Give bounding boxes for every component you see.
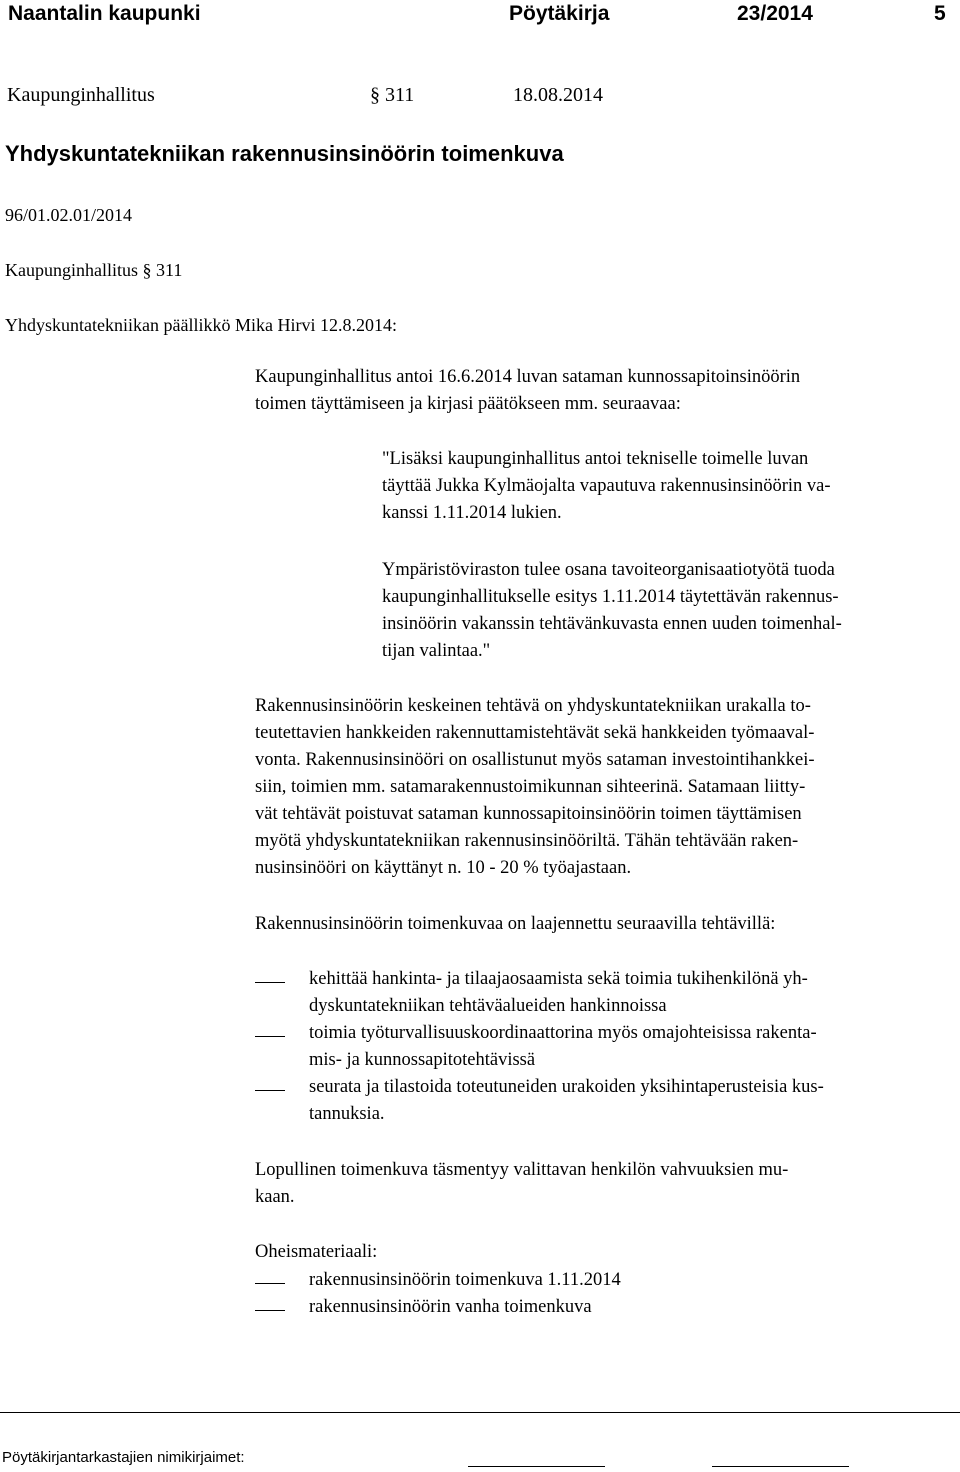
paragraph-line: nusinsinööri on käyttänyt n. 10 - 20 % työajastaan. [255,858,632,878]
list-dash [255,1283,285,1284]
document-number: 23/2014 [737,2,813,25]
signature-line [468,1466,605,1467]
task-line: mis- ja kunnossapitotehtävissä [309,1050,536,1070]
task-line: kehittää hankinta- ja tilaajaosaamista sekä toimia tukihenkilönä yh- [309,969,808,989]
case-number: 96/01.02.01/2014 [5,205,133,225]
attachments-label: Oheismateriaali: [255,1242,378,1262]
city-name: Naantalin kaupunki [8,2,201,25]
closing-line: Lopullinen toimenkuva täsmentyy valittavan henkilön vahvuuksien mu- [255,1160,789,1180]
paragraph-line: siin, toimien mm. satamarakennustoimikunnan sihteerinä. Satamaan liitty- [255,777,806,797]
closing-line: kaan. [255,1187,295,1207]
quote-line: Ympäristöviraston tulee osana tavoiteorganisaatiotyötä tuoda [382,560,835,580]
meeting-section: § 311 [370,84,415,106]
signature-label: Pöytäkirjantarkastajien nimikirjaimet: [2,1449,245,1466]
quote-line: tijan valintaa." [382,641,491,661]
task-line: dyskuntatekniikan tehtäväalueiden hankinnoissa [309,996,667,1016]
quote-line: kanssi 1.11.2014 lukien. [382,503,562,523]
paragraph-line: vät tehtävät poistuvat sataman kunnossapitoinsinöörin toimen täyttämisen [255,804,802,824]
intro-line: toimen täyttämiseen ja kirjasi päätökseen mm. seuraavaa: [255,394,681,414]
paragraph-line: vonta. Rakennusinsinööri on osallistunut myös sataman investointihankkei- [255,750,815,770]
document-type: Pöytäkirja [509,2,610,25]
expansion-intro: Rakennusinsinöörin toimenkuvaa on laajennettu seuraavilla tehtävillä: [255,914,776,934]
list-dash [255,1310,285,1311]
task-line: seurata ja tilastoida toteutuneiden urakoiden yksihintaperusteisia kus- [309,1077,824,1097]
quote-line: "Lisäksi kaupunginhallitus antoi tekniselle toimelle luvan [382,449,809,469]
record-body-section: Kaupunginhallitus § 311 [5,260,183,280]
page-number: 5 [934,2,946,25]
presenter-line: Yhdyskuntatekniikan päällikkö Mika Hirvi 12.8.2014: [5,315,397,335]
list-dash [255,1090,285,1091]
paragraph-line: Rakennusinsinöörin keskeinen tehtävä on yhdyskuntatekniikan urakalla to- [255,696,811,716]
attachment-item: rakennusinsinöörin toimenkuva 1.11.2014 [309,1270,621,1290]
paragraph-line: myötä yhdyskuntatekniikan rakennusinsinööriltä. Tähän tehtävään raken- [255,831,799,851]
quote-line: insinöörin vakanssin tehtävänkuvasta ennen uuden toimenhal- [382,614,842,634]
meeting-date: 18.08.2014 [513,84,603,106]
task-line: toimia työturvallisuuskoordinaattorina myös omajohteisissa rakenta- [309,1023,817,1043]
paragraph-line: teutettavien hankkeiden rakennuttamistehtävät sekä hankkeiden työmaaval- [255,723,815,743]
list-dash [255,1036,285,1037]
page-title: Yhdyskuntatekniikan rakennusinsinöörin toimenkuva [5,141,564,166]
task-line: tannuksia. [309,1104,385,1124]
meeting-body: Kaupunginhallitus [7,84,155,106]
quote-line: täyttää Jukka Kylmäojalta vapautuva rakennusinsinöörin va- [382,476,831,496]
intro-line: Kaupunginhallitus antoi 16.6.2014 luvan sataman kunnossapitoinsinöörin [255,367,801,387]
footer-divider [0,1412,960,1413]
quote-line: kaupunginhallitukselle esitys 1.11.2014 täytettävän rakennus- [382,587,839,607]
attachment-item: rakennusinsinöörin vanha toimenkuva [309,1297,592,1317]
list-dash [255,982,285,983]
signature-line [712,1466,849,1467]
